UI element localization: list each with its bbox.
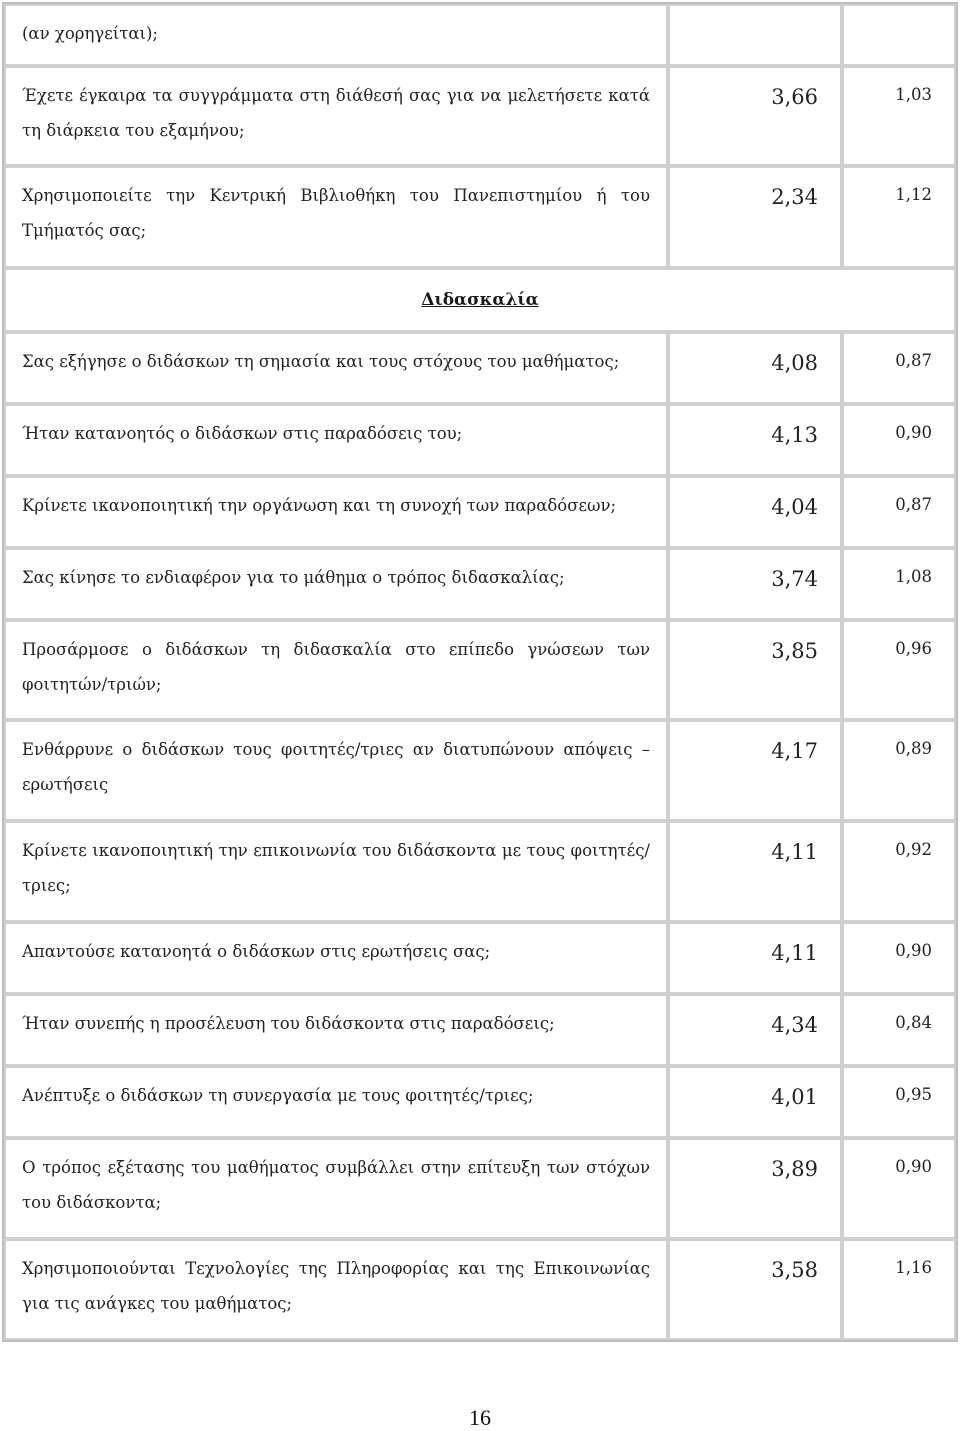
survey-table-body — [4, 4, 956, 1340]
mean-cell: 3,74 — [668, 548, 842, 620]
question-cell: Ήταν συνεπής η προσέλευση του διδάσκοντα στις παραδόσεις; — [4, 994, 668, 1066]
mean-cell: 4,13 — [668, 404, 842, 476]
sd-cell: 0,95 — [842, 1066, 956, 1138]
mean-cell: 4,01 — [668, 1066, 842, 1138]
mean-cell: 4,34 — [668, 994, 842, 1066]
mean-cell: 3,85 — [668, 620, 842, 720]
table-row — [4, 620, 956, 720]
table-row — [4, 1239, 956, 1340]
mean-cell: 4,08 — [668, 332, 842, 404]
question-cell: (αν χορηγείται); — [4, 4, 668, 66]
section-header-row — [4, 268, 956, 332]
mean-cell: 2,34 — [668, 166, 842, 268]
table-row — [4, 922, 956, 994]
sd-cell: 1,16 — [842, 1239, 956, 1340]
sd-cell: 1,12 — [842, 166, 956, 268]
table-row — [4, 994, 956, 1066]
sd-cell: 0,84 — [842, 994, 956, 1066]
table-row — [4, 66, 956, 166]
mean-cell: 4,11 — [668, 821, 842, 922]
table-row — [4, 1138, 956, 1239]
question-cell: Έχετε έγκαιρα τα συγγράμματα στη διάθεσή σας για να μελετήσετε κατά τη διάρκεια του εξαμήνου; — [4, 66, 668, 166]
section-title: Διδασκαλία — [421, 290, 539, 310]
question-cell: Προσάρμοσε ο διδάσκων τη διδασκαλία στο επίπεδο γνώσεων των φοιτητών/τριών; — [4, 620, 668, 720]
question-cell: Κρίνετε ικανοποιητική την οργάνωση και τη συνοχή των παραδόσεων; — [4, 476, 668, 548]
sd-cell: 0,90 — [842, 1138, 956, 1239]
sd-cell: 0,90 — [842, 404, 956, 476]
table-row — [4, 166, 956, 268]
table-row — [4, 548, 956, 620]
sd-cell: 0,87 — [842, 476, 956, 548]
mean-cell: 3,66 — [668, 66, 842, 166]
question-cell: Σας κίνησε το ενδιαφέρον για το μάθημα ο τρόπος διδασκαλίας; — [4, 548, 668, 620]
mean-cell: 3,58 — [668, 1239, 842, 1340]
sd-cell: 0,90 — [842, 922, 956, 994]
question-cell: Χρησιμοποιείτε την Κεντρική Βιβλιοθήκη του Πανεπιστημίου ή του Τμήματός σας; — [4, 166, 668, 268]
question-cell: Ενθάρρυνε ο διδάσκων τους φοιτητές/τριες αν διατυπώνουν απόψεις – ερωτήσεις — [4, 720, 668, 821]
question-cell: Σας εξήγησε ο διδάσκων τη σημασία και τους στόχους του μαθήματος; — [4, 332, 668, 404]
question-cell: Ήταν κατανοητός ο διδάσκων στις παραδόσεις του; — [4, 404, 668, 476]
sd-cell: 0,92 — [842, 821, 956, 922]
sd-cell: 0,87 — [842, 332, 956, 404]
sd-cell — [842, 4, 956, 66]
sd-cell: 1,03 — [842, 66, 956, 166]
mean-cell — [668, 4, 842, 66]
table-row — [4, 1066, 956, 1138]
page-number: 16 — [469, 1405, 491, 1430]
mean-cell: 4,11 — [668, 922, 842, 994]
table-row — [4, 821, 956, 922]
table-row — [4, 4, 956, 66]
mean-cell: 4,17 — [668, 720, 842, 821]
section-title-cell — [4, 268, 956, 332]
survey-results-table — [2, 2, 958, 1342]
question-cell: Ανέπτυξε ο διδάσκων τη συνεργασία με τους φοιτητές/τριες; — [4, 1066, 668, 1138]
question-cell: Χρησιμοποιούνται Τεχνολογίες της Πληροφορίας και της Επικοινωνίας για τις ανάγκες του μαθήματος; — [4, 1239, 668, 1340]
sd-cell: 0,96 — [842, 620, 956, 720]
question-cell: Απαντούσε κατανοητά ο διδάσκων στις ερωτήσεις σας; — [4, 922, 668, 994]
mean-cell: 4,04 — [668, 476, 842, 548]
sd-cell: 0,89 — [842, 720, 956, 821]
table-row — [4, 720, 956, 821]
table-row — [4, 404, 956, 476]
table-row — [4, 476, 956, 548]
sd-cell: 1,08 — [842, 548, 956, 620]
table-row — [4, 332, 956, 404]
question-cell: Κρίνετε ικανοποιητική την επικοινωνία του διδάσκοντα με τους φοιτητές/τριες; — [4, 821, 668, 922]
mean-cell: 3,89 — [668, 1138, 842, 1239]
question-cell: Ο τρόπος εξέτασης του μαθήματος συμβάλλει στην επίτευξη των στόχων του διδάσκοντα; — [4, 1138, 668, 1239]
